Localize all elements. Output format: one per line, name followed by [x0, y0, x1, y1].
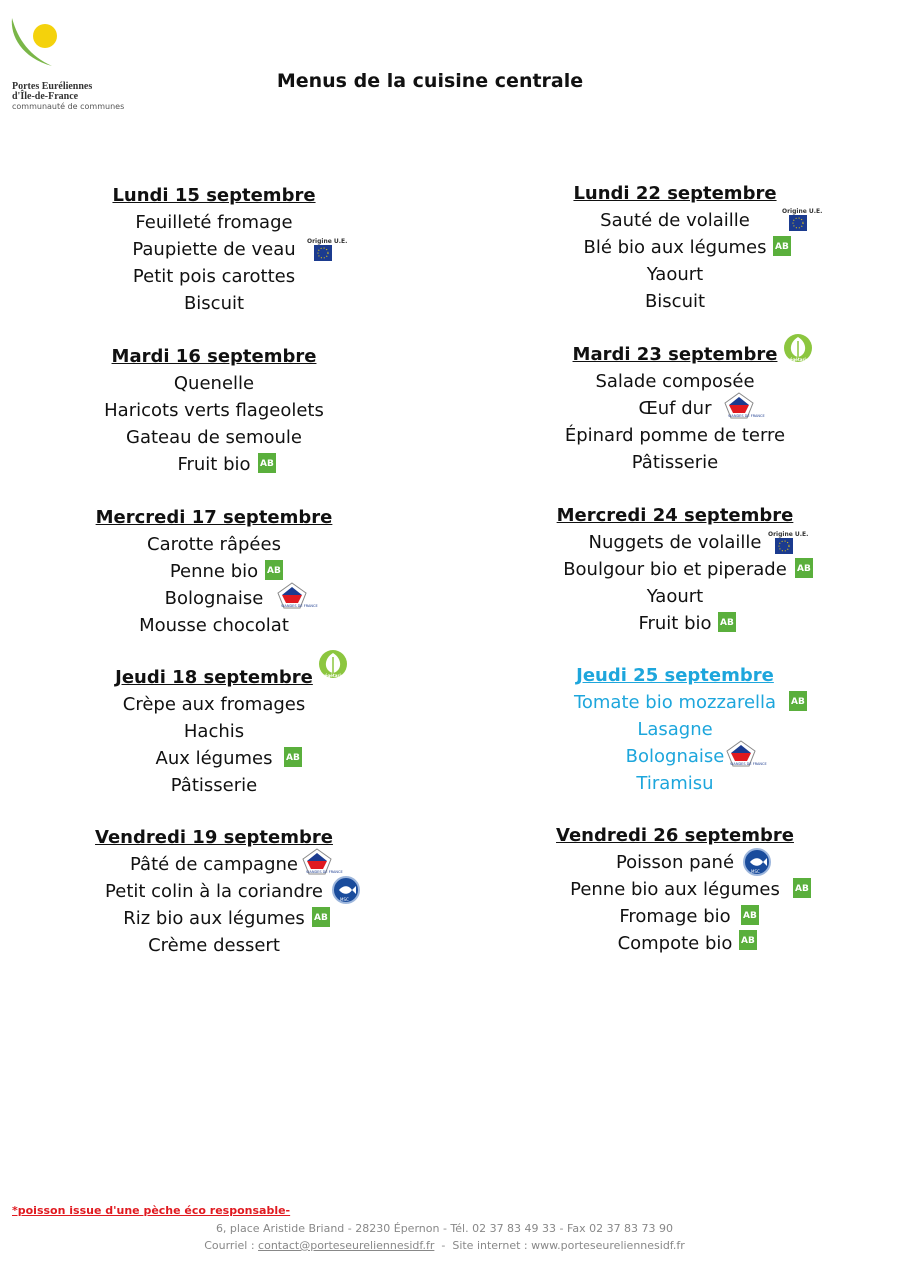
day-title: Vendredi 19 septembre — [95, 827, 333, 848]
dish: Lasagne — [637, 719, 713, 740]
svg-text:AB: AB — [260, 459, 274, 469]
svg-text:MSC: MSC — [751, 869, 760, 874]
day-title: Vendredi 26 septembre — [556, 825, 794, 846]
dish: Gateau de semoule — [126, 427, 302, 448]
dish: Biscuit — [183, 293, 245, 314]
day-block-thursday-25 — [505, 662, 845, 797]
ab-bio-icon — [265, 560, 283, 580]
svg-text:VIANDES DE FRANCE: VIANDES DE FRANCE — [306, 870, 343, 874]
dish: Compote bio AB — [505, 930, 845, 957]
dish: Yaourt — [646, 586, 704, 607]
dish: Poisson pané MSC — [505, 849, 845, 876]
ab-bio-icon — [793, 878, 811, 898]
email-link[interactable]: contact@porteseureliennesidf.fr — [258, 1239, 435, 1252]
email-prefix: Courriel : — [204, 1239, 259, 1252]
site-text: - Site internet : www.porteseureliennesidf.fr — [434, 1239, 685, 1252]
ab-bio-icon — [741, 905, 759, 925]
svg-text:VIANDES DE FRANCE: VIANDES DE FRANCE — [728, 414, 765, 418]
dish: Blé bio aux légumes AB — [505, 234, 845, 261]
day-title: Jeudi 25 septembre — [576, 665, 774, 686]
svg-text:AB: AB — [286, 753, 300, 763]
day-title: Jeudi 18 septembre végétarien — [44, 664, 384, 691]
dish: Biscuit — [644, 291, 706, 312]
svg-text:Origine U.E.: Origine U.E. — [307, 238, 348, 245]
svg-text:AB: AB — [720, 618, 734, 628]
day-block-friday-19 — [44, 824, 384, 959]
dish: Crèpe aux fromages — [122, 694, 306, 715]
vegetarian-leaf-icon — [783, 333, 813, 363]
svg-text:AB: AB — [314, 913, 328, 923]
dish: Fromage bio AB — [505, 903, 845, 930]
dish: Mousse chocolat — [139, 615, 289, 636]
day-title: Lundi 15 septembre — [112, 185, 316, 206]
viandes-de-france-icon — [723, 391, 765, 419]
dish: Penne bio aux légumes AB — [505, 876, 845, 903]
day-title: Mardi 23 septembre végétarien — [505, 341, 845, 368]
svg-text:végétarien: végétarien — [787, 357, 812, 362]
logo — [8, 16, 138, 116]
svg-text:AB: AB — [741, 936, 755, 946]
ab-bio-icon — [718, 612, 736, 632]
origine-ue-icon — [306, 236, 348, 262]
page-title: Menus de la cuisine centrale — [276, 70, 584, 92]
day-block-monday-15 — [44, 182, 384, 317]
svg-text:Origine U.E.: Origine U.E. — [782, 208, 823, 215]
dish: Petit pois carottes — [132, 266, 296, 287]
dish: Penne bio AB — [44, 558, 384, 585]
logo-name: Portes Euréliennes d'Île-de-France — [12, 81, 93, 102]
dish: Œuf dur VIANDES DE FRANCE — [505, 395, 845, 422]
dish: Pâtisserie — [631, 452, 719, 473]
svg-text:AB: AB — [797, 564, 811, 574]
footer-contact — [0, 1239, 889, 1252]
svg-text:VIANDES DE FRANCE: VIANDES DE FRANCE — [281, 604, 318, 608]
day-title: Mercredi 17 septembre — [95, 507, 333, 528]
svg-text:AB: AB — [791, 697, 805, 707]
dish: Nuggets de volaille Origine U.E. — [588, 531, 809, 553]
dish: Fruit bio AB — [44, 451, 384, 478]
ab-bio-icon — [258, 453, 276, 473]
day-block-tuesday-16 — [44, 343, 384, 478]
ab-bio-icon — [795, 558, 813, 578]
dish: Bolognaise VIANDES DE FRANCE — [505, 743, 845, 770]
dish: Yaourt — [646, 264, 704, 285]
viandes-de-france-icon — [276, 581, 318, 609]
dish: Sauté de volaille — [600, 210, 750, 231]
dish: Salade composée — [595, 371, 755, 392]
svg-text:AB: AB — [743, 911, 757, 921]
day-block-thursday-18 — [44, 664, 384, 799]
vegetarian-leaf-icon — [318, 649, 348, 679]
viandes-de-france-icon — [725, 739, 767, 767]
viandes-de-france-icon — [301, 847, 343, 875]
dish: Bolognaise VIANDES DE FRANCE — [44, 585, 384, 612]
fish-note: *poisson issue d'une pèche éco responsable- — [12, 1204, 291, 1217]
dish: Crème dessert — [148, 935, 280, 956]
dish: Feuilleté fromage — [135, 212, 293, 233]
dish: Épinard pomme de terre — [564, 425, 786, 446]
svg-text:AB: AB — [775, 242, 789, 252]
dish: Hachis — [183, 721, 245, 742]
dish: Tomate bio mozzarella AB — [505, 689, 845, 716]
ab-bio-icon — [312, 907, 330, 927]
dish: Fruit bio AB — [505, 610, 845, 637]
ab-bio-icon — [773, 236, 791, 256]
svg-text:AB: AB — [267, 566, 281, 576]
svg-text:MSC: MSC — [340, 897, 349, 902]
ab-bio-icon — [789, 691, 807, 711]
dish: Pâté de campagne VIANDES DE FRANCE — [44, 851, 384, 878]
dish: Tiramisu — [636, 773, 714, 794]
origine-ue-icon — [767, 529, 809, 555]
dish: Aux légumes AB — [44, 745, 384, 772]
msc-fish-icon — [743, 848, 771, 876]
dish: Quenelle — [173, 373, 255, 394]
dish: Boulgour bio et piperade AB — [505, 556, 845, 583]
day-title: Lundi 22 septembre Origine U.E. — [505, 180, 845, 207]
day-block-wednesday-17 — [44, 504, 384, 639]
ab-bio-icon — [739, 930, 757, 950]
logo-subtitle: communauté de communes — [12, 102, 125, 111]
day-block-wednesday-24 — [505, 502, 845, 637]
ab-bio-icon — [284, 747, 302, 767]
svg-text:Origine U.E.: Origine U.E. — [768, 531, 809, 538]
footer-address: 6, place Aristide Briand - 28230 Épernon - Tél. 02 37 83 49 33 - Fax 02 37 83 73 90 — [215, 1222, 674, 1235]
svg-text:VIANDES DE FRANCE: VIANDES DE FRANCE — [730, 762, 767, 766]
dish: Pâtisserie — [170, 775, 258, 796]
dish: Riz bio aux légumes AB — [44, 905, 384, 932]
svg-text:AB: AB — [795, 884, 809, 894]
day-block-monday-22 — [505, 180, 845, 315]
dish: Paupiette de veau Origine U.E. — [132, 238, 348, 260]
day-title: Mardi 16 septembre — [111, 346, 317, 367]
day-block-tuesday-23 — [505, 341, 845, 476]
msc-fish-icon — [332, 876, 360, 904]
svg-text:végétarien: végétarien — [322, 673, 347, 678]
dish: Petit colin à la coriandre MSC — [44, 878, 384, 905]
day-title: Mercredi 24 septembre — [556, 505, 794, 526]
dish: Haricots verts flageolets — [104, 400, 324, 421]
day-block-friday-26 — [505, 822, 845, 957]
dish: Carotte râpées — [147, 534, 281, 555]
